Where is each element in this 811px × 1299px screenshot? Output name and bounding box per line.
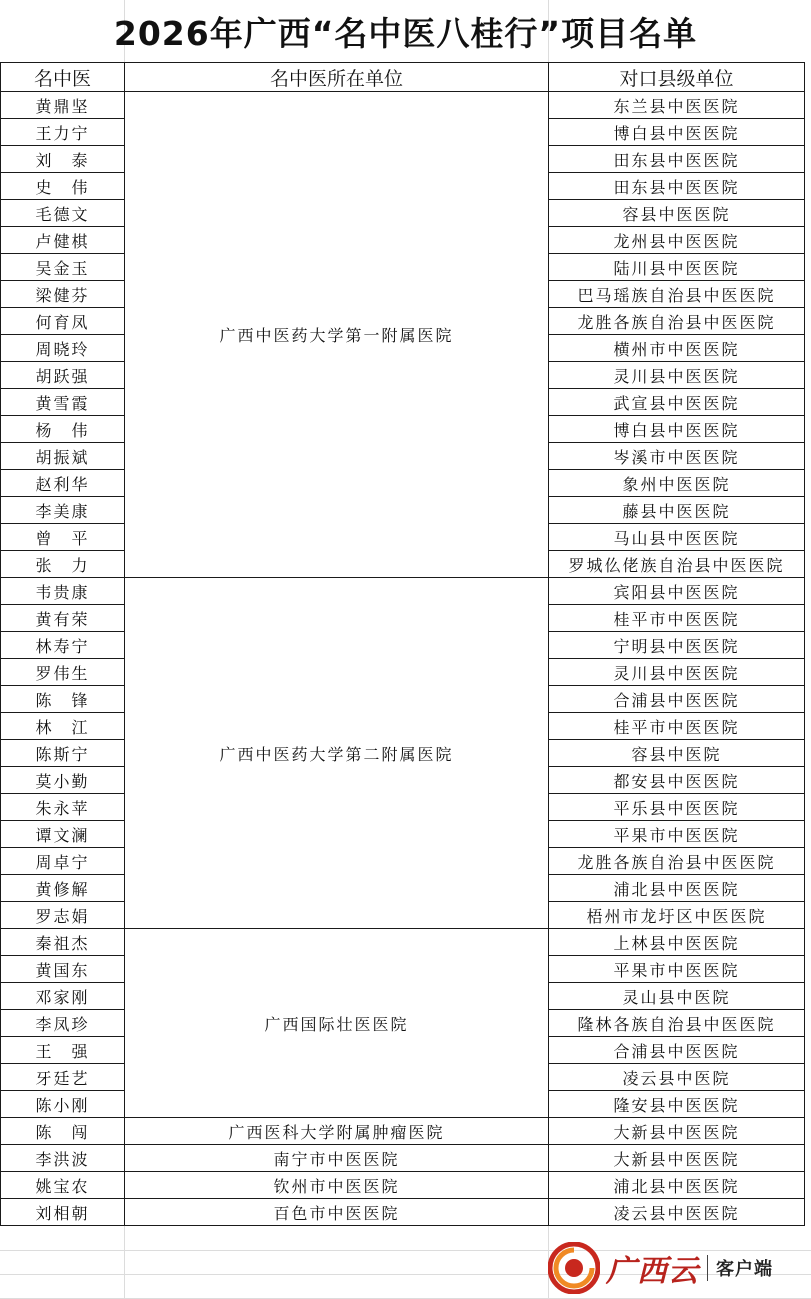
- doctor-name-cell: 毛德文: [1, 200, 125, 227]
- guangxi-cloud-logo-icon: [548, 1242, 600, 1294]
- roster-table: [0, 62, 805, 1226]
- doctor-name-cell: 牙廷艺: [1, 1064, 125, 1091]
- home-unit-cell: 钦州市中医医院: [125, 1172, 549, 1199]
- county-unit-cell: 上林县中医医院: [549, 929, 805, 956]
- doctor-name-cell: 黄雪霞: [1, 389, 125, 416]
- county-unit-cell: 容县中医医院: [549, 200, 805, 227]
- home-unit-cell: 广西中医药大学第一附属医院: [125, 92, 549, 578]
- doctor-name-cell: 周卓宁: [1, 848, 125, 875]
- county-unit-cell: 浦北县中医医院: [549, 1172, 805, 1199]
- county-unit-cell: 灵川县中医医院: [549, 659, 805, 686]
- doctor-name-cell: 杨 伟: [1, 416, 125, 443]
- watermark-client: 客户端: [716, 1258, 773, 1280]
- doctor-name-cell: 李洪波: [1, 1145, 125, 1172]
- county-unit-cell: 马山县中医医院: [549, 524, 805, 551]
- county-unit-cell: 灵山县中医院: [549, 983, 805, 1010]
- doctor-name-cell: 赵利华: [1, 470, 125, 497]
- doctor-name-cell: 韦贵康: [1, 578, 125, 605]
- home-unit-cell: 广西中医药大学第二附属医院: [125, 578, 549, 929]
- county-unit-cell: 大新县中医医院: [549, 1118, 805, 1145]
- county-unit-cell: 罗城仫佬族自治县中医医院: [549, 551, 805, 578]
- table-row: [1, 1118, 805, 1145]
- doctor-name-cell: 吴金玉: [1, 254, 125, 281]
- county-unit-cell: 武宣县中医医院: [549, 389, 805, 416]
- county-unit-cell: 平果市中医医院: [549, 956, 805, 983]
- county-unit-cell: 合浦县中医医院: [549, 1037, 805, 1064]
- doctor-name-cell: 梁健芬: [1, 281, 125, 308]
- county-unit-cell: 博白县中医医院: [549, 119, 805, 146]
- roster-body: [1, 92, 805, 1226]
- county-unit-cell: 龙胜各族自治县中医医院: [549, 848, 805, 875]
- county-unit-cell: 藤县中医医院: [549, 497, 805, 524]
- doctor-name-cell: 邓家刚: [1, 983, 125, 1010]
- watermark-brand: 广西云: [606, 1253, 699, 1289]
- county-unit-cell: 宁明县中医医院: [549, 632, 805, 659]
- county-unit-cell: 容县中医院: [549, 740, 805, 767]
- county-unit-cell: 龙州县中医医院: [549, 227, 805, 254]
- doctor-name-cell: 罗志娟: [1, 902, 125, 929]
- doctor-name-cell: 周晓玲: [1, 335, 125, 362]
- doctor-name-cell: 卢健棋: [1, 227, 125, 254]
- doctor-name-cell: 史 伟: [1, 173, 125, 200]
- county-unit-cell: 田东县中医医院: [549, 173, 805, 200]
- county-unit-cell: 合浦县中医医院: [549, 686, 805, 713]
- county-unit-cell: 宾阳县中医医院: [549, 578, 805, 605]
- county-unit-cell: 大新县中医医院: [549, 1145, 805, 1172]
- table-row: [1, 578, 805, 605]
- table-row: [1, 1199, 805, 1226]
- county-unit-cell: 桂平市中医医院: [549, 713, 805, 740]
- doctor-name-cell: 刘 泰: [1, 146, 125, 173]
- county-unit-cell: 梧州市龙圩区中医医院: [549, 902, 805, 929]
- county-unit-cell: 象州中医医院: [549, 470, 805, 497]
- table-row: [1, 1145, 805, 1172]
- doctor-name-cell: 陈 闯: [1, 1118, 125, 1145]
- doctor-name-cell: 罗伟生: [1, 659, 125, 686]
- county-unit-cell: 博白县中医医院: [549, 416, 805, 443]
- doctor-name-cell: 胡跃强: [1, 362, 125, 389]
- doctor-name-cell: 何育凤: [1, 308, 125, 335]
- county-unit-cell: 灵川县中医医院: [549, 362, 805, 389]
- doctor-name-cell: 刘相朝: [1, 1199, 125, 1226]
- county-unit-cell: 陆川县中医医院: [549, 254, 805, 281]
- county-unit-cell: 东兰县中医医院: [549, 92, 805, 119]
- doctor-name-cell: 陈 锋: [1, 686, 125, 713]
- county-unit-cell: 平乐县中医医院: [549, 794, 805, 821]
- doctor-name-cell: 朱永苹: [1, 794, 125, 821]
- watermark-divider: [707, 1255, 708, 1281]
- doctor-name-cell: 黄国东: [1, 956, 125, 983]
- county-unit-cell: 桂平市中医医院: [549, 605, 805, 632]
- county-unit-cell: 平果市中医医院: [549, 821, 805, 848]
- home-unit-cell: 百色市中医医院: [125, 1199, 549, 1226]
- county-unit-cell: 横州市中医医院: [549, 335, 805, 362]
- watermark-logo: [548, 1240, 811, 1295]
- home-unit-cell: 南宁市中医医院: [125, 1145, 549, 1172]
- county-unit-cell: 凌云县中医医院: [549, 1199, 805, 1226]
- doctor-name-cell: 李凤珍: [1, 1010, 125, 1037]
- doctor-name-cell: 张 力: [1, 551, 125, 578]
- doctor-name-cell: 王力宁: [1, 119, 125, 146]
- doctor-name-cell: 莫小勤: [1, 767, 125, 794]
- home-unit-cell: 广西医科大学附属肿瘤医院: [125, 1118, 549, 1145]
- doctor-name-cell: 谭文澜: [1, 821, 125, 848]
- county-unit-cell: 都安县中医医院: [549, 767, 805, 794]
- table-row: [1, 929, 805, 956]
- county-unit-cell: 田东县中医医院: [549, 146, 805, 173]
- county-unit-cell: 浦北县中医医院: [549, 875, 805, 902]
- county-unit-cell: 岑溪市中医医院: [549, 443, 805, 470]
- doctor-name-cell: 林寿宁: [1, 632, 125, 659]
- doctor-name-cell: 王 强: [1, 1037, 125, 1064]
- county-unit-cell: 凌云县中医院: [549, 1064, 805, 1091]
- table-row: [1, 92, 805, 119]
- document-title: 2026年广西“名中医八桂行”项目名单: [113, 13, 698, 53]
- doctor-name-cell: 胡振斌: [1, 443, 125, 470]
- header-row: [1, 63, 805, 92]
- doctor-name-cell: 姚宝农: [1, 1172, 125, 1199]
- doctor-name-cell: 林 江: [1, 713, 125, 740]
- column-header: 名中医: [1, 63, 125, 92]
- home-unit-cell: 广西国际壮医医院: [125, 929, 549, 1118]
- county-unit-cell: 隆林各族自治县中医医院: [549, 1010, 805, 1037]
- doctor-name-cell: 黄修解: [1, 875, 125, 902]
- county-unit-cell: 隆安县中医医院: [549, 1091, 805, 1118]
- doctor-name-cell: 黄鼎坚: [1, 92, 125, 119]
- doctor-name-cell: 秦祖杰: [1, 929, 125, 956]
- table-row: [1, 1172, 805, 1199]
- column-header: 对口县级单位: [549, 63, 805, 92]
- doctor-name-cell: 李美康: [1, 497, 125, 524]
- column-header: 名中医所在单位: [125, 63, 549, 92]
- county-unit-cell: 巴马瑶族自治县中医医院: [549, 281, 805, 308]
- doctor-name-cell: 黄有荣: [1, 605, 125, 632]
- doctor-name-cell: 陈斯宁: [1, 740, 125, 767]
- doctor-name-cell: 陈小刚: [1, 1091, 125, 1118]
- county-unit-cell: 龙胜各族自治县中医医院: [549, 308, 805, 335]
- doctor-name-cell: 曾 平: [1, 524, 125, 551]
